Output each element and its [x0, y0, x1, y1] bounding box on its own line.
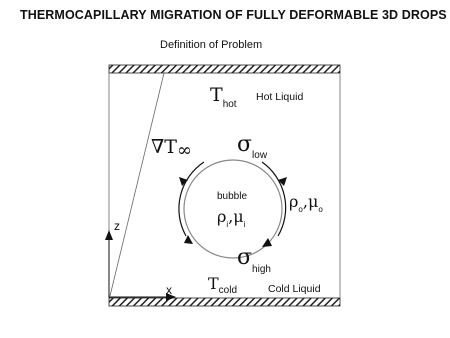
t-hot-label: $T_{hot}$	[210, 84, 237, 110]
z-axis-label: z	[114, 219, 120, 233]
hot-liquid-label: Hot Liquid	[256, 91, 304, 103]
bottom-wall	[109, 298, 340, 306]
outer-properties-label: $\rho_o,\mu_o$	[289, 192, 323, 214]
x-axis-label: x	[166, 283, 172, 297]
cold-liquid-label: Cold Liquid	[268, 283, 321, 295]
page-title: THERMOCAPILLARY MIGRATION OF FULLY DEFORMABLE 3D DROPS	[20, 8, 447, 22]
arrow-top-left	[179, 177, 188, 186]
z-axis-arrowhead	[105, 230, 113, 240]
sigma-high-label: $\sigma_{high}$	[237, 245, 271, 275]
grad-t-label: ∇T∞	[151, 136, 192, 161]
inner-properties-label: $\rho_i,\mu_i$	[217, 207, 246, 229]
top-wall	[109, 65, 340, 73]
temperature-gradient-line	[110, 73, 164, 296]
sigma-low-label: $\sigma_{low}$	[237, 132, 268, 161]
t-cold-label: $T_{cold}$	[208, 274, 238, 296]
arrow-bottom-right	[262, 238, 272, 247]
diagram-subtitle: Definition of Problem	[160, 39, 263, 51]
bubble-label: bubble	[217, 191, 248, 202]
